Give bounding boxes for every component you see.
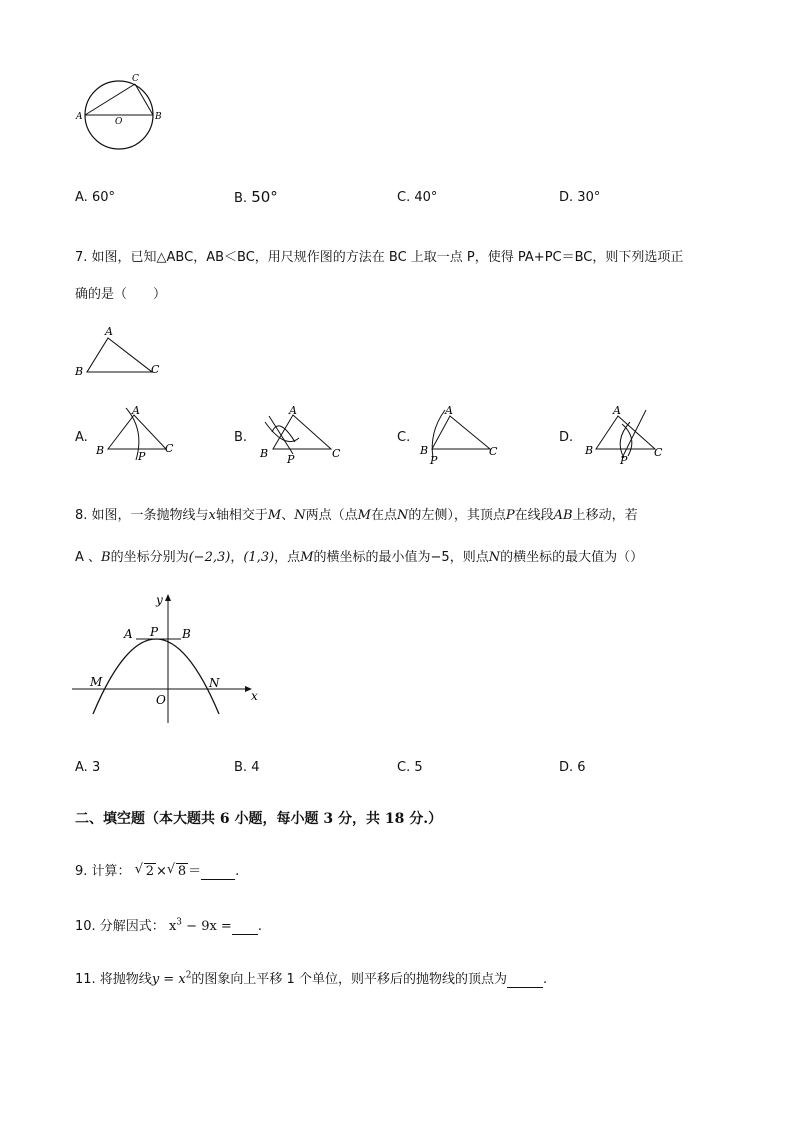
q7-option-c[interactable]: C. [397, 430, 411, 445]
option-letter: A. [75, 190, 88, 205]
text-segment: 在线段 [514, 508, 554, 523]
answer-blank[interactable] [507, 972, 543, 988]
q7-option-b-figure[interactable] [255, 402, 355, 464]
sqrt-2: √ 2 [134, 862, 154, 879]
option-letter: D. [559, 190, 574, 205]
option-value: 3 [91, 760, 101, 775]
q6-option-b[interactable] [234, 188, 278, 206]
label-b: B [96, 444, 105, 457]
label-c: C [654, 446, 663, 459]
math-x: x [178, 972, 186, 987]
expr-exponent: 2 [185, 970, 192, 981]
question-prefix: 10. 分解因式： [75, 919, 165, 934]
text-segment: 的左侧），其顶点 [408, 508, 506, 523]
section-heading: 二、填空题（本大题共 6 小题，每小题 3 分，共 18 分.） [75, 811, 443, 827]
math-n: N [294, 508, 306, 523]
triangle-abc [108, 415, 166, 449]
q7-option-d-figure[interactable] [580, 402, 680, 464]
option-letter: B. [234, 191, 248, 206]
text-segment: ，则点 [449, 550, 489, 565]
label-c: C [489, 445, 498, 458]
q7-line2: 确的是（ ） [75, 287, 167, 302]
math-ab: AB [553, 508, 573, 523]
q7-line1: 7. 如图，已知△ABC，AB＜BC，用尺规作图的方法在 BC 上取一点 P，使得 PA+PC＝BC，则下列选项正 [75, 250, 684, 265]
text-segment: 上移动，若 [572, 508, 638, 523]
label-b: B [420, 444, 429, 457]
q8-option-d[interactable] [559, 760, 586, 775]
q7-option-a[interactable]: A. [75, 430, 88, 445]
option-letter: A. [75, 760, 88, 775]
label-o: O [156, 693, 166, 707]
label-c: C [151, 363, 160, 376]
label-b: B [182, 627, 191, 641]
text-segment: ， [230, 550, 244, 565]
label-n: N [209, 676, 220, 690]
label-a: A [289, 404, 297, 417]
label-a: A [613, 404, 621, 417]
period: . [235, 864, 240, 879]
math-x: x [208, 508, 216, 523]
y-axis-arrow [165, 594, 171, 601]
equals-symbol: = [159, 972, 179, 987]
label-b: B [260, 447, 269, 460]
label-c: C [132, 74, 139, 84]
label-a: A [445, 404, 453, 417]
q7-option-d[interactable]: D. [559, 430, 574, 445]
triangle-abc [432, 416, 490, 449]
math-y: y [151, 972, 160, 987]
option-value: 40° [414, 190, 438, 205]
bisector-line [622, 410, 646, 458]
triangle-abc [87, 338, 152, 372]
q11-line [75, 968, 547, 988]
radicand: 2 [145, 864, 154, 879]
q9-line [75, 860, 239, 880]
label-p: P [287, 453, 295, 464]
label-y: y [156, 593, 163, 607]
construction-arc-1 [622, 424, 632, 456]
math-m: M [357, 508, 371, 523]
q8-parabola-graph [68, 588, 268, 728]
q8-line1 [75, 504, 638, 523]
math-m: M [300, 550, 314, 565]
triangle-abc [596, 416, 655, 449]
text-segment: A 、 [75, 550, 102, 565]
label-a: A [132, 404, 140, 417]
label-p: P [620, 454, 628, 464]
text-segment: ，点 [274, 550, 301, 565]
q7-option-c-figure[interactable] [415, 402, 515, 464]
label-c: C [332, 447, 341, 460]
option-letter: C. [397, 190, 411, 205]
q6-option-a[interactable] [75, 190, 115, 205]
text-segment: 的横坐标的最小值为 [313, 550, 431, 565]
sqrt-8: √ 8 [166, 862, 187, 879]
label-b: B [155, 112, 162, 122]
math-m: M [267, 508, 282, 523]
option-value: 4 [251, 760, 260, 775]
q7-option-a-figure[interactable] [90, 402, 190, 464]
coordinate-b: (1,3) [243, 550, 275, 565]
text-segment: 在点 [370, 508, 397, 523]
option-value: 50° [251, 188, 278, 206]
math-min-value: −5 [430, 550, 450, 565]
expr-exponent: 3 [176, 917, 183, 928]
q6-option-d[interactable] [559, 190, 600, 205]
times-symbol: × [155, 864, 167, 879]
chord-ac [85, 84, 135, 115]
label-p: P [138, 450, 146, 463]
math-p: P [505, 508, 515, 523]
label-b: B [585, 444, 594, 457]
label-b: B [75, 365, 84, 378]
math-n: N [488, 550, 501, 565]
text-segment: 的图象向上平移 1 个单位，则平移后的抛物线的顶点为 [191, 972, 507, 987]
answer-blank[interactable] [232, 919, 258, 935]
construction-arc-1 [265, 422, 299, 442]
q8-option-b[interactable] [234, 760, 259, 775]
option-value: 6 [577, 760, 586, 775]
text-segment: 、 [281, 508, 295, 523]
option-letter: C. [397, 760, 411, 775]
label-a: A [124, 627, 133, 641]
label-p: P [430, 454, 438, 464]
text-segment: 的横坐标的最大值为（） [500, 550, 644, 565]
option-letter: D. [559, 760, 574, 775]
label-p: P [150, 625, 159, 639]
construction-arc [432, 410, 445, 458]
period: . [542, 972, 548, 987]
text-segment: 轴相交于 [215, 508, 268, 523]
radicand: 8 [177, 864, 187, 879]
question-prefix: 9. 计算： [75, 864, 131, 879]
q7-option-b[interactable]: B. [234, 430, 248, 445]
option-value: 5 [414, 760, 423, 775]
label-a: A [76, 112, 83, 122]
question-prefix: 11. 将抛物线 [75, 972, 152, 987]
label-m: M [90, 675, 103, 689]
answer-blank[interactable] [201, 864, 235, 880]
q6-circle-figure [70, 70, 170, 160]
q10-line [75, 915, 262, 935]
q7-triangle-figure [70, 320, 170, 382]
text-segment: 的坐标分别为 [110, 550, 189, 565]
period: . [257, 919, 262, 934]
triangle-abc [273, 415, 331, 449]
expr-x: x [168, 919, 177, 934]
label-o: O [115, 117, 123, 127]
text-segment: 8. 如图，一条抛物线与 [75, 508, 209, 523]
equals-symbol: ＝ [188, 864, 202, 879]
math-n: N [396, 508, 409, 523]
chord-cb [135, 84, 153, 115]
label-x: x [251, 689, 258, 703]
q8-line2 [75, 546, 643, 565]
q8-option-a[interactable] [75, 760, 100, 775]
label-a: A [105, 325, 113, 338]
label-c: C [165, 442, 174, 455]
math-b: B [101, 550, 111, 565]
coordinate-a: (−2,3) [188, 550, 231, 565]
option-value: 30° [577, 190, 601, 205]
q8-option-c[interactable] [397, 760, 423, 775]
q6-option-c[interactable] [397, 190, 437, 205]
option-letter: B. [234, 760, 248, 775]
text-segment: 两点（点 [305, 508, 358, 523]
expr-rest: − 9x = [182, 919, 232, 934]
option-value: 60° [91, 190, 115, 205]
